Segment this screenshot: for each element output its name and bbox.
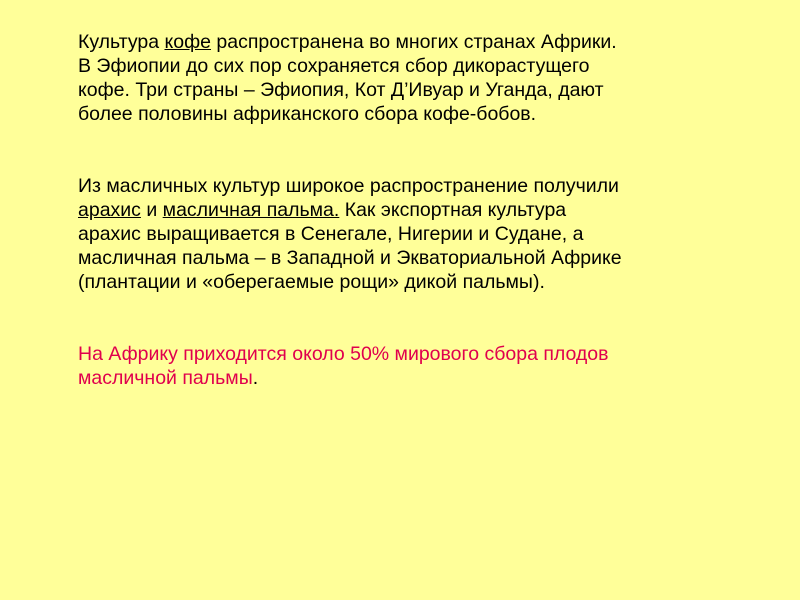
text-line bbox=[78, 198, 758, 222]
text-line: В Эфиопии до сих пор сохраняется сбор дикорастущего bbox=[78, 55, 590, 77]
text-line bbox=[78, 30, 758, 54]
text-line: более половины африканского сбора кофе-бобов. bbox=[78, 103, 537, 125]
text-segment: масличной пальмы bbox=[78, 367, 253, 389]
text-line: (плантации и «оберегаемые рощи» дикой пальмы). bbox=[78, 271, 545, 293]
text-segment: распространена во многих странах Африки. bbox=[210, 31, 617, 53]
text-segment: и bbox=[140, 199, 163, 221]
coffee-paragraph bbox=[78, 30, 758, 126]
text-line: кофе. Три страны – Эфиопия, Кот Д’Ивуар и Уганда, дают bbox=[78, 79, 604, 101]
text-line: арахис выращивается в Сенегале, Нигерии и Судане, а bbox=[78, 223, 584, 245]
text-line: На Африку приходится около 50% мирового сбора плодов bbox=[78, 343, 609, 365]
text-segment: Культура bbox=[78, 31, 165, 53]
oil-palm-link[interactable]: масличная пальма. bbox=[162, 199, 340, 221]
text-line bbox=[78, 366, 758, 390]
text-line: Из масличных культур широкое распространение получили bbox=[78, 175, 619, 197]
coffee-link[interactable]: кофе bbox=[164, 31, 211, 53]
peanut-link[interactable]: арахис bbox=[78, 199, 141, 221]
period-mark: . bbox=[252, 367, 259, 389]
text-segment: Как экспортная культура bbox=[339, 199, 567, 221]
africa-share-paragraph bbox=[78, 342, 758, 390]
oil-crops-paragraph bbox=[78, 174, 758, 294]
text-line: масличная пальма – в Западной и Экваториальной Африке bbox=[78, 247, 622, 269]
